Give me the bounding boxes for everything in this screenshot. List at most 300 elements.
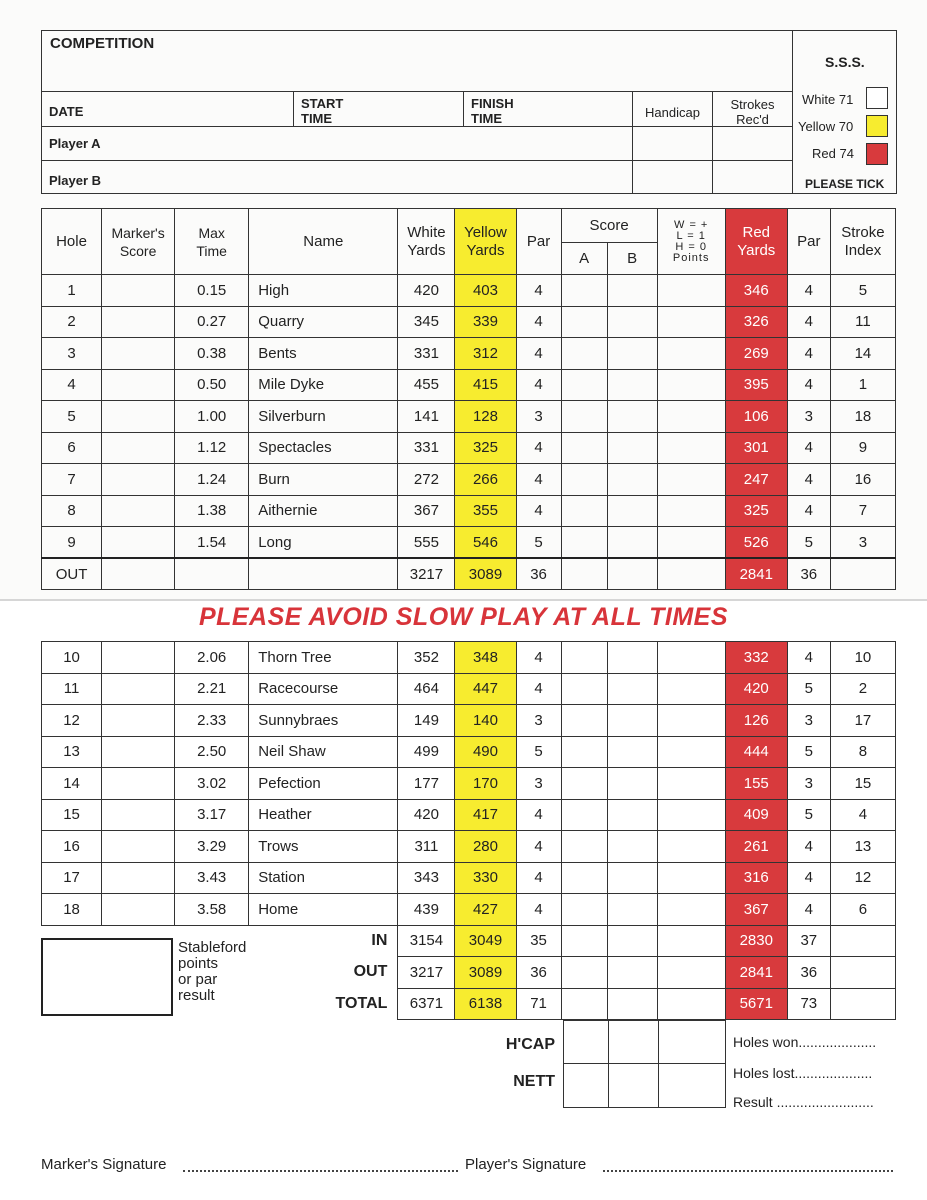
score-b-cell[interactable] [607, 736, 657, 768]
red-yards-total: 2841 [725, 957, 787, 989]
red-par: 4 [787, 338, 830, 370]
hcap-score-a-cell[interactable] [563, 1020, 608, 1063]
max-time: 0.15 [175, 275, 249, 307]
points-cell[interactable] [657, 369, 725, 401]
score-a-cell[interactable] [561, 673, 607, 705]
start-time-label[interactable]: START TIME [301, 96, 344, 126]
white-yards: 331 [398, 338, 455, 370]
hole-number: 17 [42, 862, 102, 894]
score-a-cell[interactable] [561, 862, 607, 894]
par: 4 [516, 894, 561, 926]
points-cell[interactable] [657, 925, 725, 957]
markers-signature-line[interactable] [183, 1158, 458, 1172]
stroke-index: 12 [830, 862, 895, 894]
hole-name: Burn [249, 464, 398, 496]
yellow-yards: 546 [455, 527, 516, 559]
white-yards-total: 3217 [398, 558, 455, 590]
score-a-cell[interactable] [561, 306, 607, 338]
max-time: 1.24 [175, 464, 249, 496]
col-header-score-a: A [561, 243, 607, 275]
score-a-cell[interactable] [561, 925, 607, 957]
hole-name [249, 558, 398, 590]
please-tick-label: PLEASE TICK [805, 177, 885, 191]
red-par: 4 [787, 369, 830, 401]
score-b-cell[interactable] [607, 862, 657, 894]
hole-number: 3 [42, 338, 102, 370]
red-par-total: 73 [787, 988, 830, 1020]
yellow-yards: 330 [455, 862, 516, 894]
red-par: 5 [787, 736, 830, 768]
yellow-yards-total: 3089 [455, 957, 516, 989]
tee-yellow-label: Yellow 70 [798, 119, 854, 134]
red-par: 4 [787, 306, 830, 338]
player-b-label[interactable]: Player B [49, 173, 102, 188]
col-header-hole: Hole [42, 209, 102, 275]
yellow-yards: 325 [455, 432, 516, 464]
hole-name: Quarry [249, 306, 398, 338]
player-a-label[interactable]: Player A [49, 136, 101, 151]
points-cell[interactable] [657, 432, 725, 464]
points-cell[interactable] [657, 642, 725, 674]
hole-number: 14 [42, 768, 102, 800]
red-yards-total: 2830 [725, 925, 787, 957]
yellow-yards: 140 [455, 705, 516, 737]
handicap-label: Handicap [645, 105, 700, 120]
tee-yellow-tickbox[interactable] [866, 115, 888, 137]
markers-score-cell[interactable] [102, 705, 175, 737]
finish-time-label[interactable]: FINISH TIME [471, 96, 514, 126]
table-row [42, 306, 896, 338]
holes-lost-field[interactable]: Holes lost.................... [733, 1065, 873, 1081]
stroke-index: 7 [830, 495, 895, 527]
par: 4 [516, 464, 561, 496]
markers-score-cell[interactable] [102, 369, 175, 401]
red-yards: 126 [725, 705, 787, 737]
hole-number: 15 [42, 799, 102, 831]
hole-name: Mile Dyke [249, 369, 398, 401]
stableford-result-box[interactable] [41, 938, 173, 1016]
yellow-yards-total: 3089 [455, 558, 516, 590]
white-yards: 420 [398, 799, 455, 831]
white-yards: 311 [398, 831, 455, 863]
hole-name: Neil Shaw [249, 736, 398, 768]
hole-number: 4 [42, 369, 102, 401]
white-yards: 331 [398, 432, 455, 464]
points-cell[interactable] [657, 831, 725, 863]
stroke-index: 13 [830, 831, 895, 863]
max-time: 1.00 [175, 401, 249, 433]
table-row [42, 736, 896, 768]
table-row [42, 673, 896, 705]
red-par: 4 [787, 464, 830, 496]
red-par: 3 [787, 401, 830, 433]
stroke-index [830, 925, 895, 957]
max-time: 1.54 [175, 527, 249, 559]
score-a-cell[interactable] [561, 642, 607, 674]
hole-number: 7 [42, 464, 102, 496]
stroke-index: 6 [830, 894, 895, 926]
red-yards: 247 [725, 464, 787, 496]
score-b-cell[interactable] [607, 957, 657, 989]
white-yards: 352 [398, 642, 455, 674]
table-row [42, 862, 896, 894]
hole-number: 2 [42, 306, 102, 338]
stroke-index: 2 [830, 673, 895, 705]
points-cell[interactable] [657, 894, 725, 926]
stableford-label: Stableford points or par result [178, 939, 247, 1004]
col-header-red-yards: Red Yards [725, 209, 787, 275]
yellow-yards: 490 [455, 736, 516, 768]
table-row [42, 894, 896, 926]
markers-score-cell[interactable] [102, 495, 175, 527]
score-b-cell[interactable] [607, 432, 657, 464]
stroke-index: 8 [830, 736, 895, 768]
tee-red-label: Red 74 [812, 146, 854, 161]
red-yards-total: 2841 [725, 558, 787, 590]
markers-signature-label: Marker's Signature [41, 1156, 167, 1173]
score-a-cell[interactable] [561, 275, 607, 307]
col-header-name: Name [249, 209, 398, 275]
score-a-cell[interactable] [561, 401, 607, 433]
par: 4 [516, 495, 561, 527]
hole-number: 10 [42, 642, 102, 674]
red-yards: 409 [725, 799, 787, 831]
points-cell[interactable] [657, 988, 725, 1020]
score-b-cell[interactable] [607, 527, 657, 559]
yellow-yards-total: 3049 [455, 925, 516, 957]
max-time: 3.43 [175, 862, 249, 894]
score-b-cell[interactable] [607, 464, 657, 496]
table-row [42, 768, 896, 800]
score-b-cell[interactable] [607, 894, 657, 926]
nett-label: NETT [513, 1073, 555, 1090]
col-header-points: W = + L = 1 H = 0 Points [657, 209, 725, 275]
yellow-yards: 403 [455, 275, 516, 307]
score-b-cell[interactable] [607, 495, 657, 527]
white-yards: 177 [398, 768, 455, 800]
score-b-cell[interactable] [607, 768, 657, 800]
white-yards: 345 [398, 306, 455, 338]
red-yards: 332 [725, 642, 787, 674]
max-time: 3.17 [175, 799, 249, 831]
hole-name: Aithernie [249, 495, 398, 527]
par: 5 [516, 527, 561, 559]
white-yards-total: 3217 [398, 957, 455, 989]
tee-red-tickbox[interactable] [866, 143, 888, 165]
red-par-total: 36 [787, 558, 830, 590]
points-cell[interactable] [657, 401, 725, 433]
markers-score-cell[interactable] [102, 464, 175, 496]
tee-white-label: White 71 [802, 92, 854, 107]
yellow-yards: 312 [455, 338, 516, 370]
red-yards: 367 [725, 894, 787, 926]
points-cell[interactable] [657, 799, 725, 831]
hole-name: Racecourse [249, 673, 398, 705]
score-b-cell[interactable] [607, 988, 657, 1020]
hole-name: Spectacles [249, 432, 398, 464]
white-yards-total: 6371 [398, 988, 455, 1020]
score-a-cell[interactable] [561, 705, 607, 737]
yellow-yards: 427 [455, 894, 516, 926]
stroke-index: 1 [830, 369, 895, 401]
stroke-index [830, 558, 895, 590]
score-b-cell[interactable] [607, 558, 657, 590]
hole-number: 12 [42, 705, 102, 737]
score-b-cell[interactable] [607, 275, 657, 307]
hole-number: 1 [42, 275, 102, 307]
par: 4 [516, 862, 561, 894]
red-par: 3 [787, 705, 830, 737]
white-yards-total: 3154 [398, 925, 455, 957]
white-yards: 367 [398, 495, 455, 527]
white-yards: 343 [398, 862, 455, 894]
markers-score-cell[interactable] [102, 338, 175, 370]
col-header-markers-score: Marker's Score [102, 209, 175, 275]
red-yards: 269 [725, 338, 787, 370]
par: 4 [516, 306, 561, 338]
red-yards: 420 [725, 673, 787, 705]
totals-label: OUT [353, 963, 388, 981]
hole-name: Thorn Tree [249, 642, 398, 674]
score-a-cell[interactable] [561, 957, 607, 989]
score-b-cell[interactable] [607, 831, 657, 863]
markers-score-cell[interactable] [102, 275, 175, 307]
points-cell[interactable] [657, 338, 725, 370]
red-yards: 326 [725, 306, 787, 338]
score-a-cell[interactable] [561, 527, 607, 559]
score-a-cell[interactable] [561, 768, 607, 800]
hole-name: Station [249, 862, 398, 894]
score-a-cell[interactable] [561, 558, 607, 590]
stroke-index [830, 988, 895, 1020]
score-a-cell[interactable] [561, 432, 607, 464]
par: 4 [516, 369, 561, 401]
max-time: 1.12 [175, 432, 249, 464]
stroke-index: 17 [830, 705, 895, 737]
max-time [175, 558, 249, 590]
par-total: 71 [516, 988, 561, 1020]
markers-score-cell[interactable] [102, 831, 175, 863]
max-time: 2.50 [175, 736, 249, 768]
red-par-total: 36 [787, 957, 830, 989]
yellow-yards: 339 [455, 306, 516, 338]
yellow-yards: 170 [455, 768, 516, 800]
markers-score-cell[interactable] [102, 768, 175, 800]
stroke-index: 5 [830, 275, 895, 307]
score-b-cell[interactable] [607, 306, 657, 338]
white-yards: 272 [398, 464, 455, 496]
points-cell[interactable] [657, 275, 725, 307]
points-cell[interactable] [657, 673, 725, 705]
score-a-cell[interactable] [561, 464, 607, 496]
max-time: 3.58 [175, 894, 249, 926]
red-par: 4 [787, 275, 830, 307]
red-yards: 261 [725, 831, 787, 863]
col-header-stroke-index: Stroke Index [830, 209, 895, 275]
red-par-total: 37 [787, 925, 830, 957]
points-cell[interactable] [657, 464, 725, 496]
markers-score-cell[interactable] [102, 306, 175, 338]
hole-number: 9 [42, 527, 102, 559]
yellow-yards: 415 [455, 369, 516, 401]
markers-score-cell[interactable] [102, 736, 175, 768]
totals-label: IN [371, 932, 388, 949]
red-yards: 526 [725, 527, 787, 559]
par: 4 [516, 275, 561, 307]
score-b-cell[interactable] [607, 338, 657, 370]
red-yards: 106 [725, 401, 787, 433]
col-header-score: Score [561, 209, 657, 243]
strokes-recd-label: Strokes Rec'd [730, 97, 775, 127]
yellow-yards: 447 [455, 673, 516, 705]
par: 4 [516, 432, 561, 464]
par: 4 [516, 673, 561, 705]
markers-score-cell[interactable] [102, 862, 175, 894]
sss-label: S.S.S. [825, 54, 865, 70]
hole-name: Home [249, 894, 398, 926]
white-yards: 149 [398, 705, 455, 737]
par: 3 [516, 768, 561, 800]
red-par: 4 [787, 862, 830, 894]
red-yards: 301 [725, 432, 787, 464]
yellow-yards: 417 [455, 799, 516, 831]
points-cell[interactable] [657, 306, 725, 338]
red-par: 5 [787, 799, 830, 831]
stroke-index: 11 [830, 306, 895, 338]
score-a-cell[interactable] [561, 799, 607, 831]
markers-score-cell[interactable] [102, 432, 175, 464]
hole-number: 8 [42, 495, 102, 527]
hole-name: High [249, 275, 398, 307]
stroke-index: 10 [830, 642, 895, 674]
white-yards: 455 [398, 369, 455, 401]
par-total: 35 [516, 925, 561, 957]
date-field-label[interactable]: DATE [49, 104, 84, 119]
par: 4 [516, 831, 561, 863]
points-cell[interactable] [657, 527, 725, 559]
hole-number: 16 [42, 831, 102, 863]
score-b-cell[interactable] [607, 705, 657, 737]
points-cell[interactable] [657, 957, 725, 989]
score-b-cell[interactable] [607, 673, 657, 705]
points-cell[interactable] [657, 736, 725, 768]
hole-name: Silverburn [249, 401, 398, 433]
red-yards: 325 [725, 495, 787, 527]
red-yards: 346 [725, 275, 787, 307]
tee-white-tickbox[interactable] [866, 87, 888, 109]
yellow-yards: 348 [455, 642, 516, 674]
markers-score-cell[interactable] [102, 558, 175, 590]
red-par: 5 [787, 673, 830, 705]
stroke-index: 15 [830, 768, 895, 800]
points-cell[interactable] [657, 495, 725, 527]
yellow-yards: 355 [455, 495, 516, 527]
score-a-cell[interactable] [561, 736, 607, 768]
hcap-label: H'CAP [505, 1036, 555, 1053]
par: 4 [516, 338, 561, 370]
par: 4 [516, 642, 561, 674]
hole-number: 6 [42, 432, 102, 464]
col-header-par: Par [516, 209, 561, 275]
max-time: 0.38 [175, 338, 249, 370]
yellow-yards-total: 6138 [455, 988, 516, 1020]
score-b-cell[interactable] [607, 925, 657, 957]
competition-label: COMPETITION [50, 35, 155, 52]
markers-score-cell[interactable] [102, 527, 175, 559]
score-a-cell[interactable] [561, 338, 607, 370]
white-yards: 555 [398, 527, 455, 559]
points-cell[interactable] [657, 862, 725, 894]
red-par: 4 [787, 432, 830, 464]
markers-score-cell[interactable] [102, 894, 175, 926]
markers-score-cell[interactable] [102, 401, 175, 433]
score-a-cell[interactable] [561, 495, 607, 527]
markers-score-cell[interactable] [102, 799, 175, 831]
table-row [42, 401, 896, 433]
col-header-yellow-yards: Yellow Yards [455, 209, 516, 275]
score-a-cell[interactable] [561, 831, 607, 863]
par: 3 [516, 401, 561, 433]
red-par: 5 [787, 527, 830, 559]
score-b-cell[interactable] [607, 642, 657, 674]
max-time: 3.29 [175, 831, 249, 863]
white-yards: 464 [398, 673, 455, 705]
points-cell[interactable] [657, 705, 725, 737]
points-cell[interactable] [657, 768, 725, 800]
white-yards: 141 [398, 401, 455, 433]
red-yards-total: 5671 [725, 988, 787, 1020]
red-par: 4 [787, 831, 830, 863]
out-total-row [42, 558, 896, 590]
max-time: 2.21 [175, 673, 249, 705]
score-b-cell[interactable] [607, 799, 657, 831]
slow-play-banner: PLEASE AVOID SLOW PLAY AT ALL TIMES [198, 603, 729, 631]
markers-score-cell[interactable] [102, 673, 175, 705]
score-b-cell[interactable] [607, 401, 657, 433]
hole-name: Heather [249, 799, 398, 831]
score-b-cell[interactable] [607, 369, 657, 401]
totals-label: TOTAL [335, 994, 388, 1012]
holes-won-field[interactable]: Holes won.................... [733, 1034, 877, 1050]
red-yards: 444 [725, 736, 787, 768]
players-signature-label: Player's Signature [465, 1156, 587, 1173]
score-a-cell[interactable] [561, 894, 607, 926]
par-total: 36 [516, 558, 561, 590]
max-time: 3.02 [175, 768, 249, 800]
stroke-index: 14 [830, 338, 895, 370]
players-signature-line[interactable] [603, 1158, 893, 1172]
score-a-cell[interactable] [561, 988, 607, 1020]
markers-score-cell[interactable] [102, 642, 175, 674]
score-a-cell[interactable] [561, 369, 607, 401]
hole-number: 13 [42, 736, 102, 768]
max-time: 1.38 [175, 495, 249, 527]
points-cell[interactable] [657, 558, 725, 590]
par: 3 [516, 705, 561, 737]
result-field[interactable]: Result ......................... [733, 1094, 874, 1110]
table-row [42, 831, 896, 863]
table-row [42, 642, 896, 674]
table-row [42, 369, 896, 401]
max-time: 0.27 [175, 306, 249, 338]
nett-score-a-cell[interactable] [563, 1064, 608, 1107]
yellow-yards: 280 [455, 831, 516, 863]
col-header-score-b: B [607, 243, 657, 275]
stroke-index: 3 [830, 527, 895, 559]
out-label: OUT [42, 558, 102, 590]
stroke-index: 9 [830, 432, 895, 464]
max-time: 2.33 [175, 705, 249, 737]
